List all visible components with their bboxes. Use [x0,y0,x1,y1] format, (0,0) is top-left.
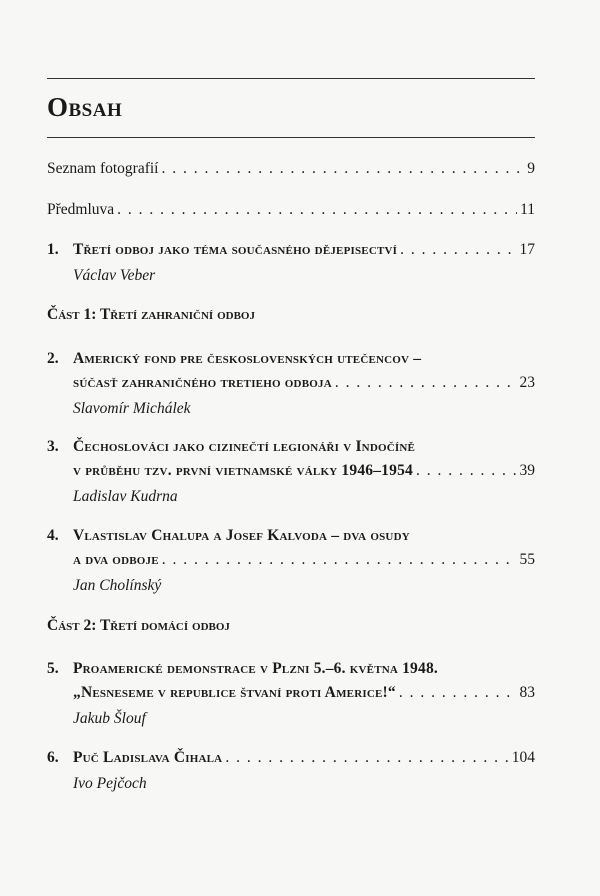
page-number: 11 [520,201,535,218]
chapter-title: Třetí odboj jako téma současného dějepisectví [73,241,398,258]
chapter-title-line-1: Americký fond pre československých utečencov – [73,350,422,367]
toc-part-2 [47,617,535,637]
chapter-title-line-2: a dva odboje [73,551,159,568]
toc-chapter-1 [47,241,535,287]
chapter-number: 6. [47,749,59,766]
page-title: Obsah [47,92,123,122]
toc-chapter-4 [47,527,535,597]
chapter-number: 3. [47,438,59,455]
dot-leader [399,684,517,702]
chapter-author: Slavomír Michálek [73,400,191,417]
entry-title: Seznam fotografií [47,160,159,177]
part-heading: Část 2: Třetí domácí odboj [47,617,230,634]
dot-leader [162,551,517,569]
toc-chapter-5 [47,660,535,730]
toc-chapter-3 [47,438,535,508]
chapter-number: 4. [47,527,59,544]
chapter-title-line-2: súčasť zahraničného tretieho odboja [73,374,332,391]
page-number: 39 [519,462,535,479]
dot-leader [225,749,508,767]
toc-part-1 [47,306,535,326]
title-rule [47,137,535,138]
toc-chapter-6 [47,749,535,795]
chapter-author: Václav Veber [73,267,156,284]
chapter-title: Puč Ladislava Čihala [73,749,223,766]
chapter-title-line-2: v průběhu tzv. první vietnamské války 1946–1954 [73,462,413,479]
chapter-number: 5. [47,660,59,677]
chapter-number: 2. [47,350,59,367]
top-rule [47,78,535,79]
page-number: 23 [519,374,535,391]
toc-entry-preface [47,201,535,221]
chapter-title-line-1: Čechoslováci jako cizinečtí legionáři v Indočíně [73,438,416,455]
chapter-title-line-1: Proamerické demonstrace v Plzni 5.–6. května 1948. [73,660,438,677]
chapter-number: 1. [47,241,59,258]
dot-leader [335,374,517,392]
entry-title: Předmluva [47,201,115,218]
dot-leader [400,241,516,259]
dot-leader [416,462,517,480]
chapter-author: Jakub Šlouf [73,710,146,727]
page-number: 83 [519,684,535,701]
chapter-author: Ivo Pejčoch [73,775,147,792]
page-number: 55 [519,551,535,568]
toc-entry-photos [47,160,535,180]
toc-chapter-2 [47,350,535,420]
page-number: 104 [511,749,535,766]
part-heading: Část 1: Třetí zahraniční odboj [47,306,255,323]
chapter-title-line-1: Vlastislav Chalupa a Josef Kalvoda – dva osudy [73,527,410,544]
dot-leader [117,201,517,219]
chapter-author: Ladislav Kudrna [73,488,178,505]
chapter-author: Jan Cholínský [73,577,162,594]
chapter-title-line-2: „Nesneseme v republice štvaní proti Americe!“ [73,684,396,701]
page-number: 9 [527,160,535,177]
dot-leader [161,160,524,178]
page-number: 17 [519,241,535,258]
